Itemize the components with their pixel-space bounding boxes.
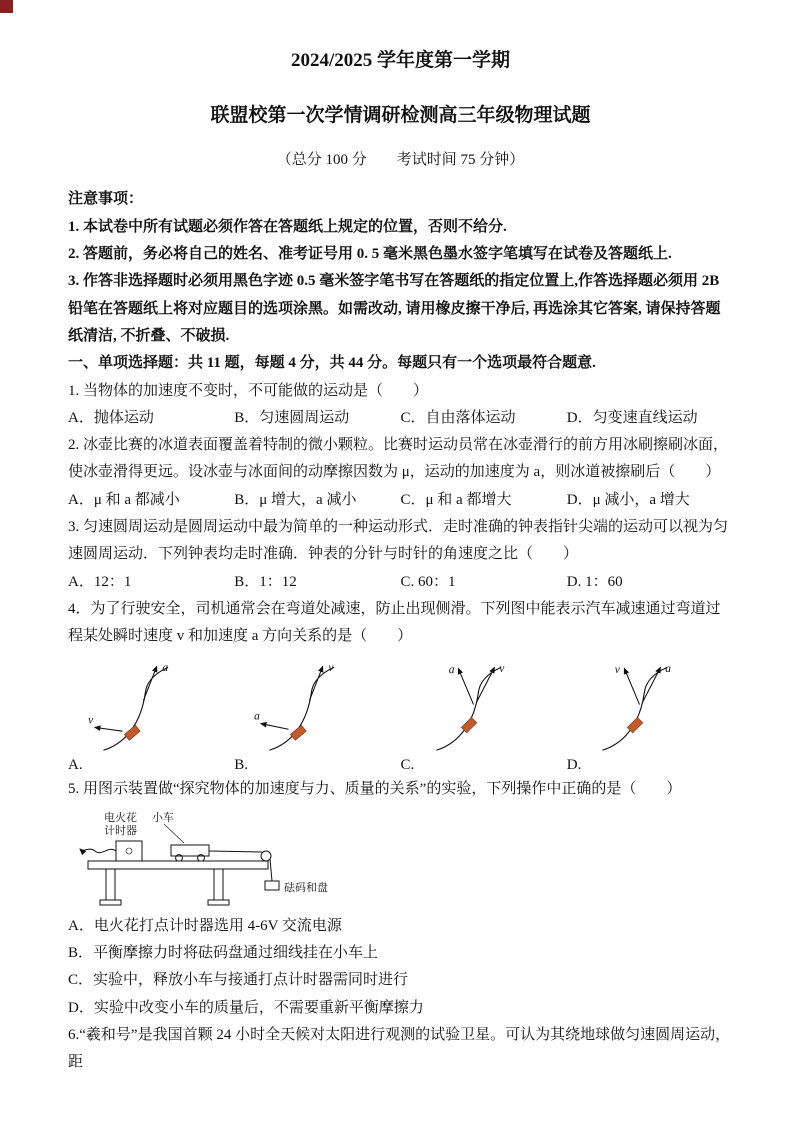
q4-figure-b-curve-diagram xyxy=(248,655,366,755)
table-leg xyxy=(106,869,115,900)
q2-option-c: C．μ 和 a 都增大 xyxy=(400,491,512,508)
q4-figure-row xyxy=(68,655,733,776)
q2-options xyxy=(68,487,733,514)
q5-apparatus-figure xyxy=(76,809,733,909)
q2-option-b: B．μ 增大，a 减小 xyxy=(234,491,357,508)
q1-stem: 1. 当物体的加速度不变时，不可能做的运动是（ ） xyxy=(68,382,429,399)
q2-stem: 2. 冰壶比赛的冰道表面覆盖着特制的微小颗粒。比赛时运动员常在冰壶滑行的前方用冰刷擦刷冰面，使冰壶滑得更远。设冰壶与冰面间的动摩擦因数为 μ，运动的加速度为 a，则冰道被擦刷后（ ） xyxy=(68,437,729,481)
vector-label: a xyxy=(448,663,454,676)
pulley xyxy=(261,851,271,861)
paper-subtitle: （总分 100 分 考试时间 75 分钟） xyxy=(276,152,525,169)
q3-option-c: C. 60：1 xyxy=(400,573,456,590)
q1-option-c: C．自由落体运动 xyxy=(400,409,516,426)
vector-label: v xyxy=(88,714,94,727)
pan-label: 砝码和盘 xyxy=(284,881,328,894)
cart-label: 小车 xyxy=(152,811,174,824)
q5-apparatus-diagram xyxy=(76,809,376,909)
weight-pan xyxy=(265,881,279,890)
car-marker xyxy=(291,725,307,740)
q4-stem: 4．为了行驶安全，司机通常会在弯道处减速，防止出现侧滑。下列图中能表示汽车减速通过弯道过程某处瞬时速度 v 和加速度 a 方向关系的是（ ） xyxy=(68,600,721,645)
q2-option-a: A．μ 和 a 都减小 xyxy=(68,491,180,508)
q4-figure-c-label: C. xyxy=(400,756,415,773)
q4-figure-d-label: D. xyxy=(566,756,582,773)
q4-figure-b-label: B. xyxy=(234,756,249,773)
corner-mark xyxy=(0,0,13,13)
q4-figure-a-curve-diagram xyxy=(82,655,200,755)
q3-stem: 3. 匀速圆周运动是圆周运动中最为简单的一种运动形式．走时准确的钟表指针尖端的运动可以视为匀速圆周运动．下列钟表均走时准确．钟表的分针与时针的角速度之比（ ） xyxy=(68,519,729,563)
q4-figure-c-curve-diagram xyxy=(415,655,533,755)
vector-label: v xyxy=(498,662,504,675)
timer-label-line1: 电火花 xyxy=(104,811,137,824)
vector-label: v xyxy=(614,663,620,676)
q5-option-d: D．实验中改变小车的质量后，不需要重新平衡摩擦力 xyxy=(68,999,424,1016)
q4-figure-d-curve-diagram xyxy=(581,655,699,755)
spark-timer-box xyxy=(116,841,142,861)
q4-figure-b xyxy=(234,655,400,776)
vector-label: a xyxy=(162,661,169,674)
vector-label: v xyxy=(328,661,334,674)
notice-header: 注意事项： xyxy=(68,191,144,208)
q5-option-c: C．实验中，释放小车与接通打点计时器需同时进行 xyxy=(68,972,409,989)
q3-options xyxy=(68,569,733,596)
q4-figure-a-label: A. xyxy=(68,756,83,773)
q3-option-b: B．1：12 xyxy=(234,573,297,590)
q1-option-a: A．抛体运动 xyxy=(68,409,154,426)
table-leg xyxy=(214,869,223,900)
q2-option-d: D．μ 减小，a 增大 xyxy=(566,491,690,508)
paper-title-line2: 联盟校第一次学情调研检测高三年级物理试题 xyxy=(210,104,591,126)
notice-item-2: 2. 答题前，务必将自己的姓名、准考证号用 0. 5 毫米黑色墨水签字笔填写在试卷及答题纸上. xyxy=(68,246,672,263)
q4-figure-a xyxy=(68,655,234,776)
q5-stem: 5. 用图示装置做“探究物体的加速度与力、质量的关系”的实验，下列操作中正确的是（ ） xyxy=(68,780,682,797)
paper-title-line1: 2024/2025 学年度第一学期 xyxy=(290,50,511,71)
q1-options xyxy=(68,405,733,432)
q5-option-a: A．电火花打点计时器选用 4-6V 交流电源 xyxy=(68,917,342,934)
q1-option-d: D．匀变速直线运动 xyxy=(566,409,698,426)
section-header: 一、单项选择题：共 11 题，每题 4 分，共 44 分。每题只有一个选项最符合题意. xyxy=(68,355,596,372)
q6-stem: 6.“羲和号”是我国首颗 24 小时全天候对太阳进行观测的试验卫星。可认为其绕地球做匀速圆周运动，距 xyxy=(68,1026,731,1071)
q3-option-d: D. 1：60 xyxy=(566,573,623,590)
car-marker xyxy=(124,725,140,740)
vector-label: a xyxy=(664,662,671,675)
vector-label: a xyxy=(254,710,261,723)
cart-body xyxy=(171,845,209,856)
notice-item-3: 3. 作答非选择题时必须用黑色字迹 0.5 毫米签字笔书写在答题纸的指定位置上,作答选择题必须用 2B 铅笔在答题纸上将对应题目的选项涂黑。如需改动, 请用橡皮擦干净后, 再选涂其它答案, 请保持答题纸清洁, 不折叠、不破损. xyxy=(68,273,721,344)
q4-figure-c xyxy=(401,655,567,776)
q4-figure-d xyxy=(567,655,733,776)
q3-option-a: A．12：1 xyxy=(68,573,132,590)
timer-label-line2: 计时器 xyxy=(104,824,137,837)
q5-option-b: B．平衡摩擦力时将砝码盘通过细线挂在小车上 xyxy=(68,945,379,962)
table-top xyxy=(88,861,268,869)
notice-item-1: 1. 本试卷中所有试题必须作答在答题纸上规定的位置，否则不给分. xyxy=(68,218,507,235)
q1-option-b: B．匀速圆周运动 xyxy=(234,409,350,426)
